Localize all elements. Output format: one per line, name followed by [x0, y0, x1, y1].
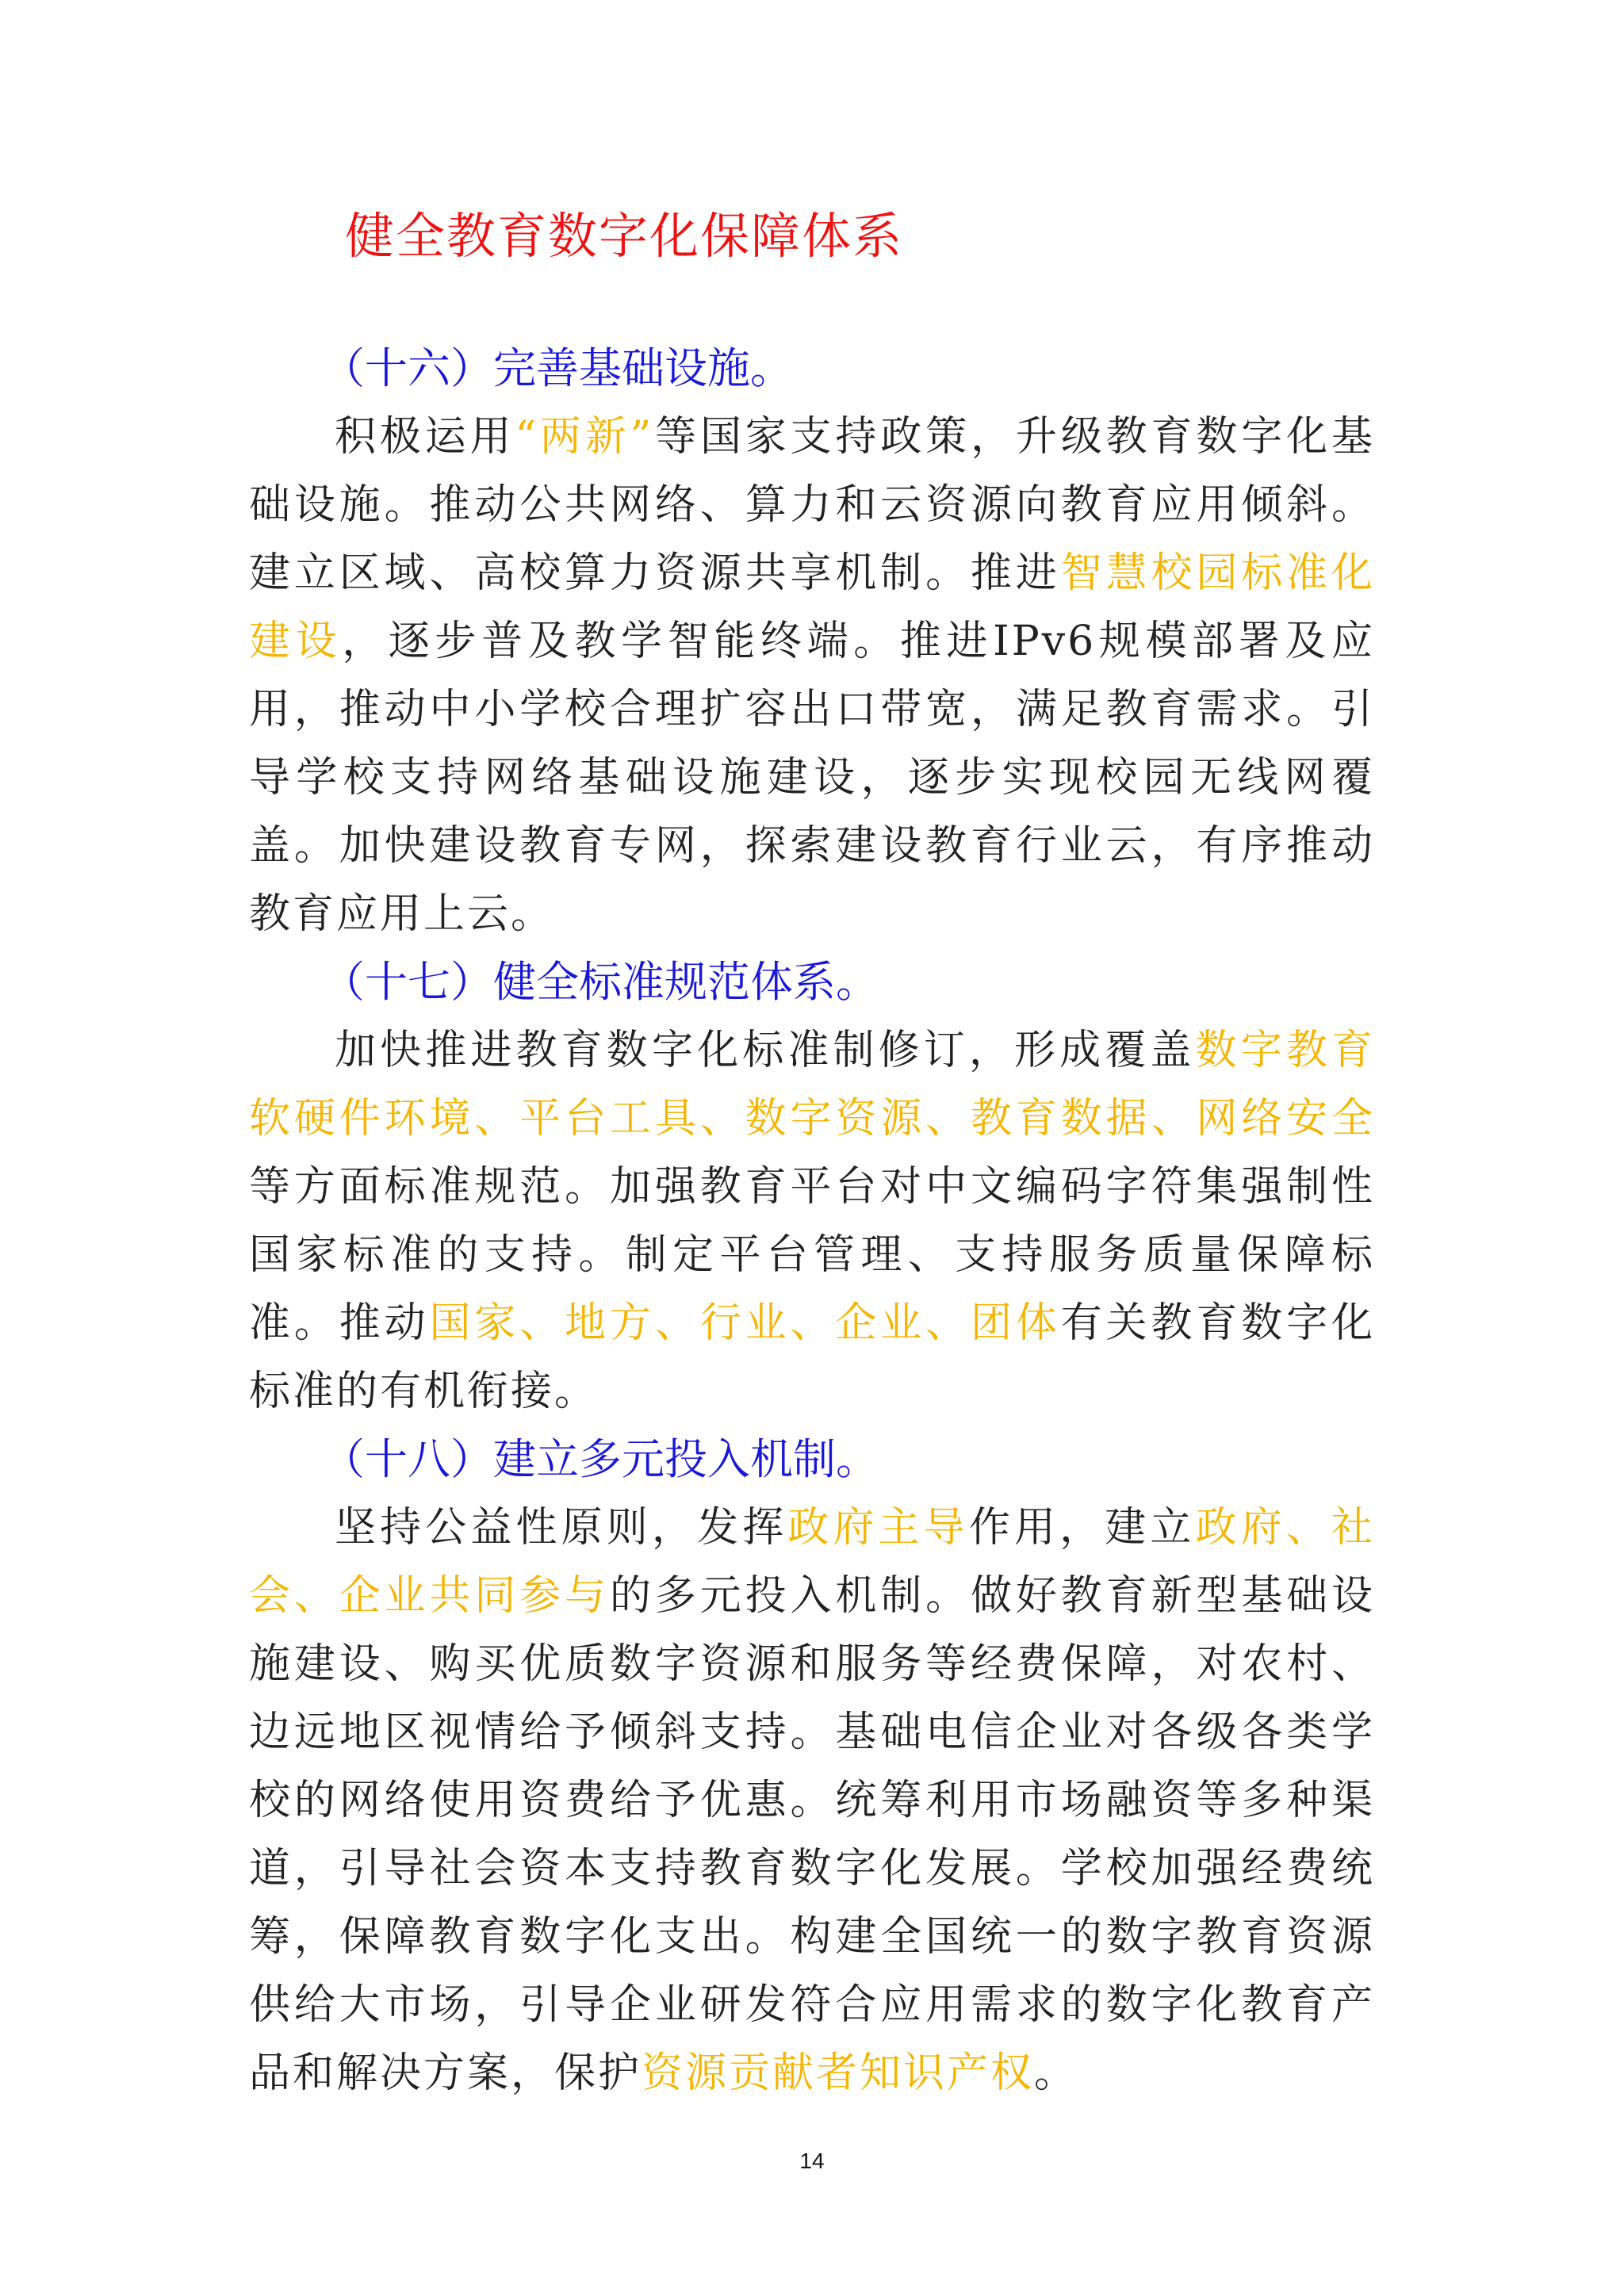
section-paragraph-17 — [249, 1016, 1375, 1425]
text-segment: 作用，建立 — [968, 1504, 1196, 1552]
text-segment: 加快推进教育数字化标准制修订，形成覆盖 — [335, 1027, 1196, 1074]
highlighted-term: 智慧校园标准化建设 — [249, 549, 1375, 665]
page-title: 健全教育数字化保障体系 — [345, 207, 904, 265]
section-heading-18: （十八）建立多元投入机制。 — [322, 1434, 879, 1484]
text-segment: 积极运用 — [335, 413, 515, 461]
section-heading-17: （十七）健全标准规范体系。 — [322, 957, 879, 1007]
page-number: 14 — [799, 2149, 825, 2173]
section-paragraph-16 — [249, 403, 1375, 948]
highlighted-term: 政府、社会、企业共同参与 — [249, 1504, 1375, 1620]
highlighted-term: 资源贡献者知识产权 — [642, 2049, 1035, 2097]
highlighted-term: 政府主导 — [787, 1504, 969, 1552]
text-segment: 坚持公益性原则，发挥 — [335, 1504, 788, 1552]
text-segment: 等方面标准规范。加强教育平台对中文编码字符集强制性国家标准的支持。制定平台管理、支持服务质量保障标准。推动 — [249, 1163, 1375, 1347]
section-heading-16: （十六）完善基础设施。 — [322, 343, 793, 393]
text-segment: 的多元投入机制。做好教育新型基础设施建设、购买优质数字资源和服务等经费保障，对农村、边远地区视情给予倾斜支持。基础电信企业对各级各类学校的网络使用资费给予优惠。统筹利用市场融资等多种渠道，引导社会资本支持教育数字化发展。学校加强经费统筹，保障教育数字化支出。构建全国统一的数字教育资源供给大市场，引导企业研发符合应用需求的数字化教育产品和解决方案，保护 — [249, 1572, 1375, 2097]
text-segment: 。 — [1034, 2049, 1078, 2097]
highlighted-term: 国家、地方、行业、企业、团体 — [429, 1299, 1061, 1347]
document-body — [249, 335, 1375, 2107]
highlighted-term: 数字教育软硬件环境、平台工具、数字资源、教育数据、网络安全 — [249, 1027, 1375, 1142]
section-paragraph-18 — [249, 1494, 1375, 2107]
text-segment: 有关教育数字化标准的有机衔接。 — [249, 1299, 1375, 1415]
text-segment: 等国家支持政策，升级教育数字化基础设施。推动公共网络、算力和云资源向教育应用倾斜。建立区域、高校算力资源共享机制。推进 — [249, 413, 1375, 597]
highlighted-term: “两新” — [515, 413, 654, 461]
text-segment: ，逐步普及教学智能终端。推进IPv6规模部署及应用，推动中小学校合理扩容出口带宽，满足教育需求。引导学校支持网络基础设施建设，逐步实现校园无线网覆盖。加快建设教育专网，探索建设教育行业云，有序推动教育应用上云。 — [249, 618, 1375, 938]
